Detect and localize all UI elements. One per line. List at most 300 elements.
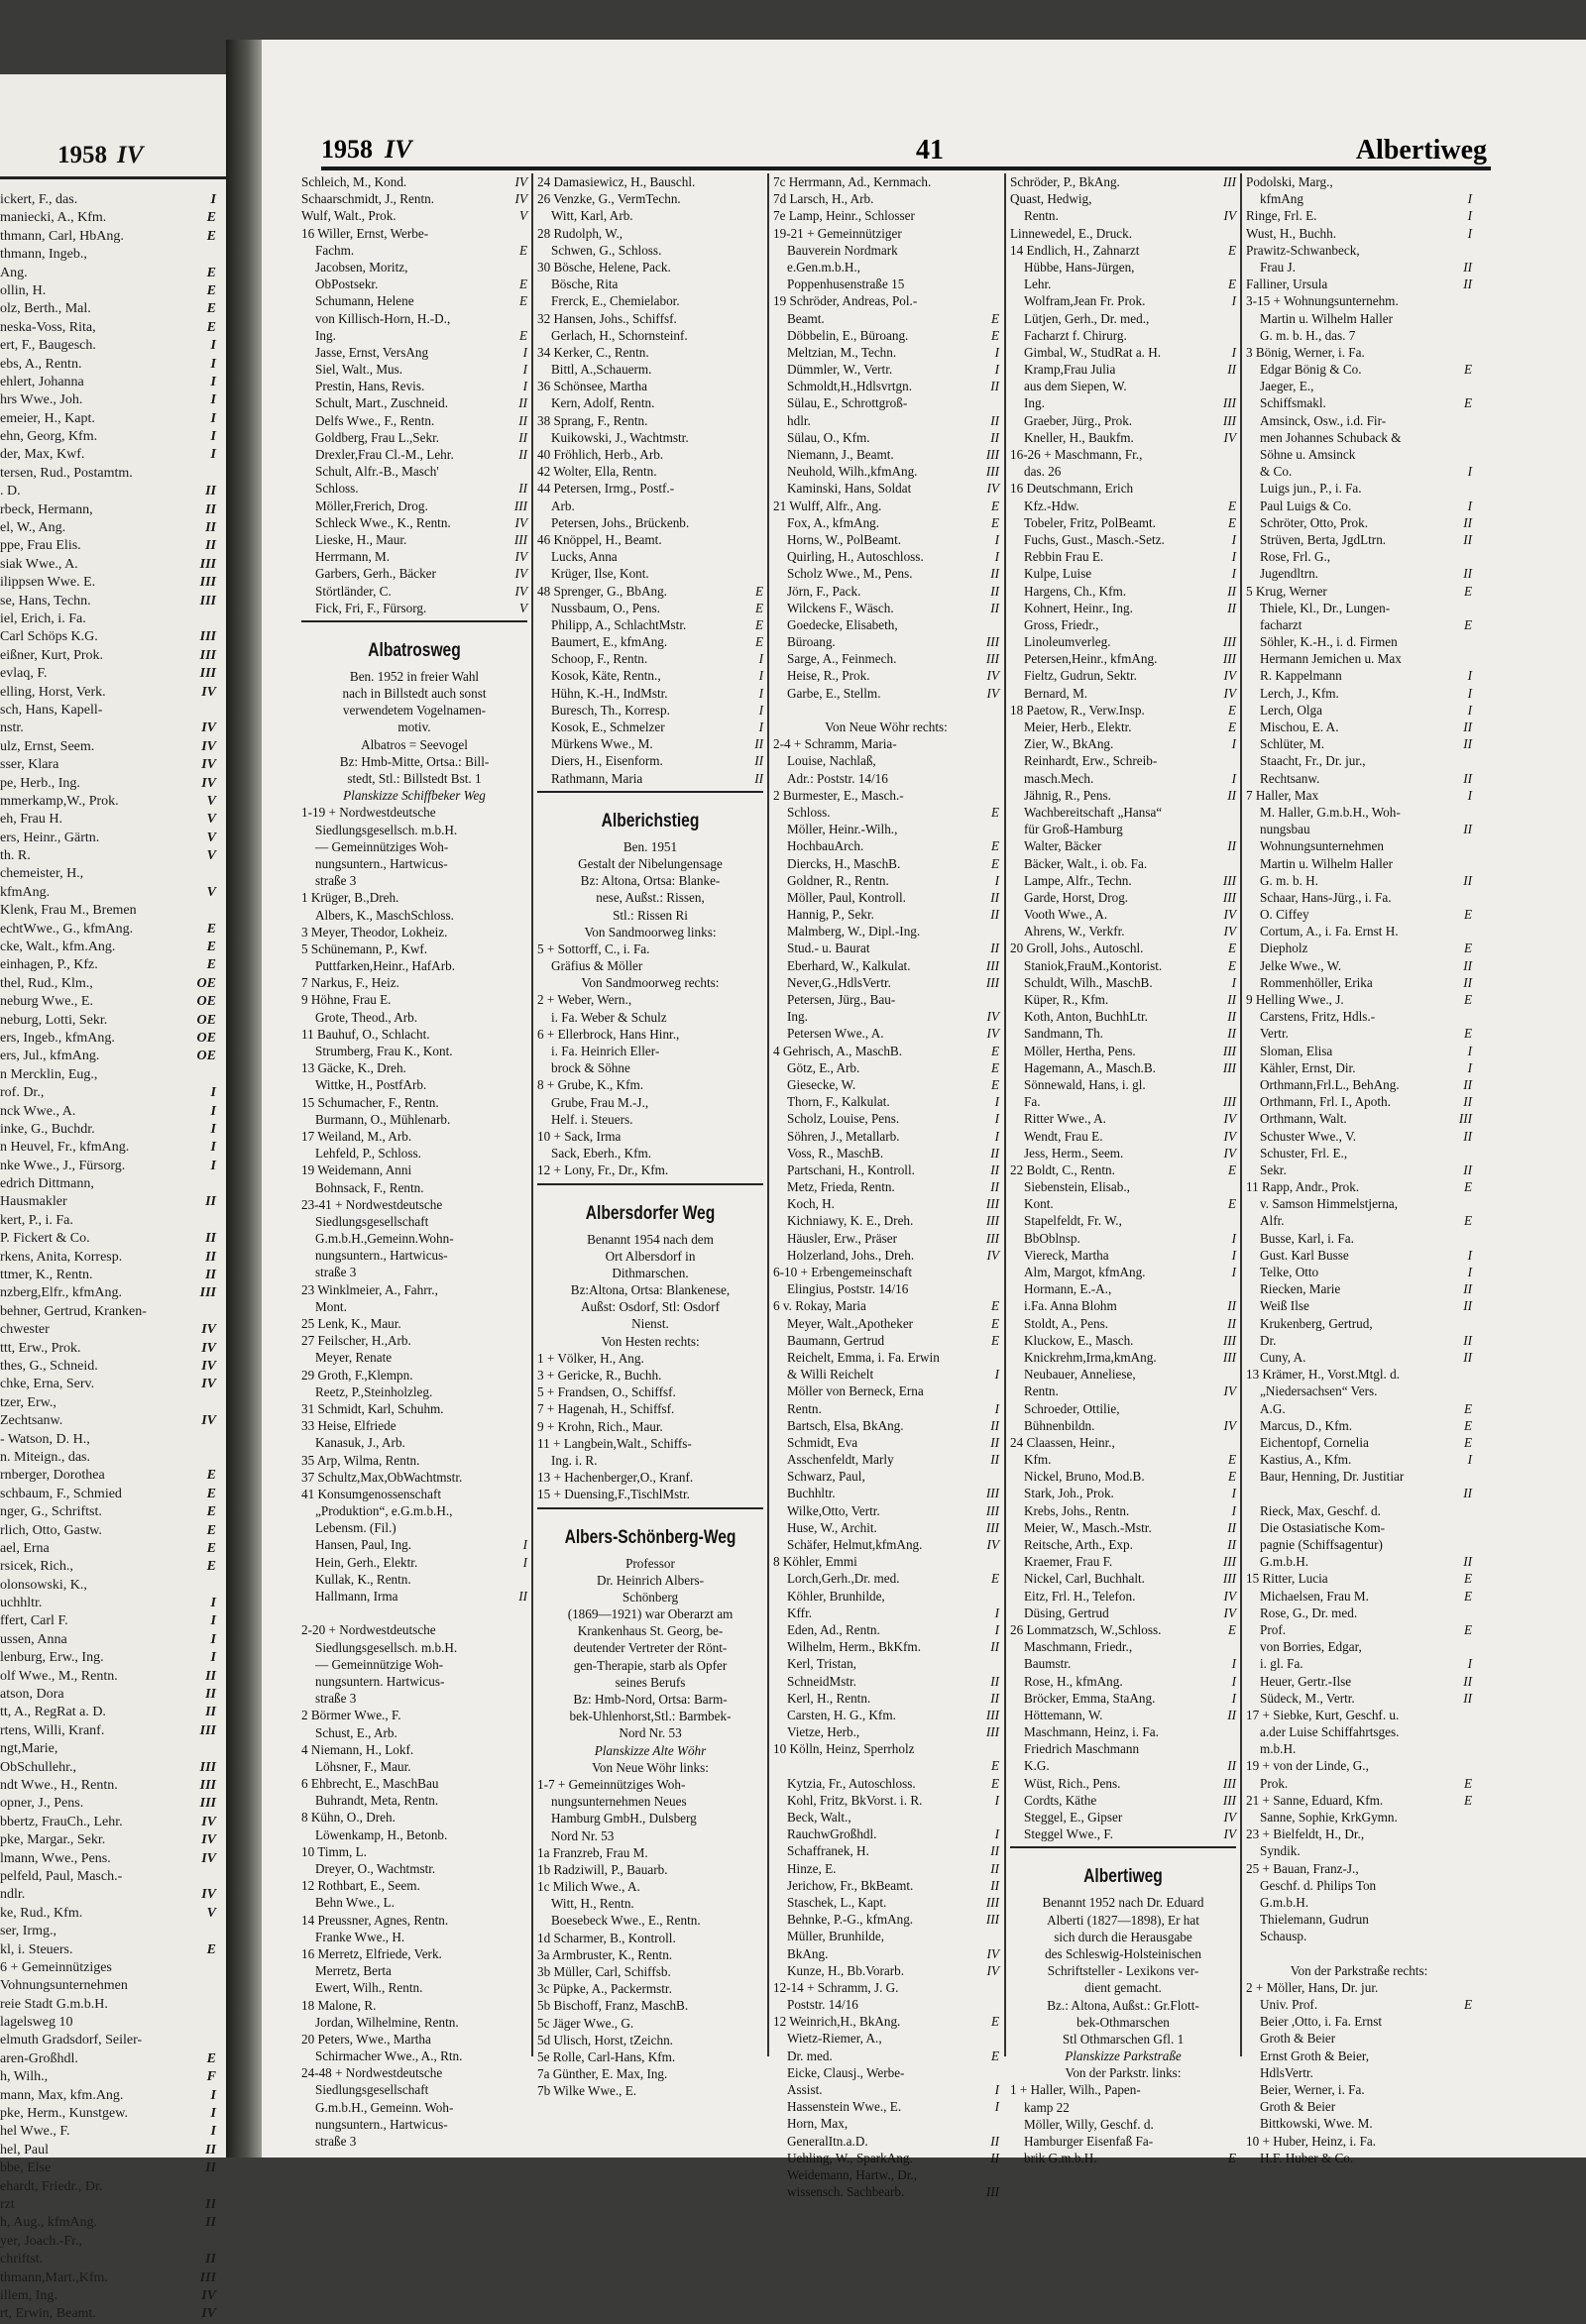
resident-entry: [1010, 1008, 1236, 1025]
left-entry-floor: V: [206, 884, 216, 900]
resident-entry: [1010, 855, 1236, 872]
resident-entry: [1010, 1145, 1236, 1162]
resident-entry: [1010, 429, 1236, 446]
resident-entry: [773, 1775, 999, 1792]
entry-text: Sülau, O., Kfm.: [787, 429, 870, 445]
resident-entry: [1010, 1349, 1236, 1366]
entry-text: Schuster, Frl. E.,: [1260, 1145, 1348, 1161]
resident-entry: [301, 991, 527, 1008]
entry-text: Wachbereitschaft „Hansa“: [1024, 804, 1163, 820]
street-heading: Albatrosweg: [368, 639, 461, 661]
resident-entry: [1246, 1621, 1472, 1638]
entry-text: Jess, Herm., Seem.: [1024, 1145, 1124, 1161]
resident-entry: [301, 1111, 527, 1128]
resident-entry: [1246, 2047, 1472, 2064]
resident-entry: [537, 1930, 763, 1946]
entry-text: R. Kappelmann: [1260, 668, 1342, 684]
left-entry-text: thmann, Carl, HbAng.: [0, 228, 124, 244]
left-entry-text: ngt,Marie,: [0, 1741, 58, 1757]
resident-entry: [1246, 821, 1472, 837]
left-entry-floor: III: [199, 647, 216, 663]
entry-text: „Produktion“, e.G.m.b.H.,: [315, 1503, 453, 1519]
floor-marker: IV: [1223, 208, 1236, 224]
entry-text: Koth, Anton, BuchhLtr.: [1024, 1009, 1148, 1025]
left-entry-text: olonsowski, K.,: [0, 1577, 87, 1593]
floor-marker: II: [990, 1877, 999, 1893]
entry-text: Nussbaum, O., Pens.: [551, 600, 660, 615]
left-entry: [0, 2087, 226, 2105]
entry-text: Möller, Hertha, Pens.: [1024, 1043, 1136, 1058]
entry-text: Grube, Frau M.-J.,: [551, 1094, 649, 1110]
entry-text: Dreyer, O., Wachtmstr.: [315, 1861, 436, 1876]
left-entry: [0, 756, 226, 774]
entry-text: 19 + von der Linde, G.,: [1246, 1758, 1369, 1774]
resident-entry: [537, 735, 763, 752]
resident-entry: [773, 923, 999, 940]
left-entry-text: tzer, Erw.,: [0, 1394, 57, 1410]
floor-marker: [1469, 548, 1472, 565]
resident-entry: [773, 702, 999, 719]
floor-marker: [996, 173, 999, 190]
entry-text: kfmAng: [1260, 191, 1303, 207]
street-heading: Albertiweg: [1083, 1866, 1163, 1888]
left-entry-floor: I: [210, 1121, 216, 1137]
resident-entry: [301, 565, 527, 582]
street-note: gen-Therapie, starb als Opfer: [573, 1657, 728, 1673]
resident-entry: [537, 1383, 763, 1400]
floor-marker: [1469, 1740, 1472, 1757]
left-entry-floor: V: [206, 830, 216, 845]
entry-text: Assist.: [787, 2082, 823, 2097]
entry-text: 3 Bönig, Werner, i. Fa.: [1246, 344, 1365, 360]
floor-marker: III: [985, 1230, 999, 1246]
resident-entry: [773, 1297, 999, 1314]
floor-marker: [1233, 855, 1236, 872]
resident-entry: [301, 1349, 527, 1366]
floor-marker: [1469, 1757, 1472, 1774]
floor-marker: E: [990, 1315, 999, 1331]
entry-text: Rentn.: [787, 1400, 822, 1416]
floor-marker: [524, 1690, 527, 1707]
resident-entry: [1010, 1519, 1236, 1536]
entry-text: 33 Heise, Elfriede: [301, 1418, 396, 1434]
resident-entry: [773, 616, 999, 633]
floor-marker: [760, 1946, 763, 1963]
floor-marker: I: [1467, 1043, 1472, 1058]
resident-entry: [773, 394, 999, 411]
floor-marker: I: [994, 2082, 999, 2097]
resident-entry: [773, 327, 999, 344]
left-entry-text: rof. Dr.,: [0, 1085, 45, 1101]
floor-marker: II: [990, 429, 999, 445]
floor-marker: [760, 1930, 763, 1946]
entry-text: 19 Schröder, Andreas, Pol.-: [773, 293, 918, 309]
resident-entry: [537, 378, 763, 394]
left-entry: [0, 1886, 226, 1904]
resident-entry: [301, 412, 527, 429]
resident-entry: [1010, 787, 1236, 804]
entry-text: 46 Knöppel, H., Beamt.: [537, 531, 662, 547]
left-entry-text: behner, Gertrud, Kranken-: [0, 1303, 147, 1319]
resident-entry: [301, 310, 527, 327]
resident-entry: [301, 1639, 527, 1656]
resident-entry: [301, 190, 527, 207]
resident-entry: [1010, 1809, 1236, 1826]
floor-marker: [760, 394, 763, 411]
floor-marker: E: [1227, 514, 1236, 530]
floor-marker: III: [985, 464, 999, 480]
entry-text: K.G.: [1024, 1758, 1050, 1774]
resident-entry: [301, 1979, 527, 1996]
floor-marker: [1469, 804, 1472, 821]
floor-marker: [524, 1962, 527, 1979]
entry-text: 1a Franzreb, Frau M.: [537, 1844, 648, 1860]
resident-entry: [301, 1536, 527, 1553]
entry-text: Goedecke, Elisabeth,: [787, 616, 898, 632]
floor-marker: [1233, 1178, 1236, 1195]
resident-entry: [1010, 327, 1236, 344]
entry-text: Orthmann,Frl.L., BehAng.: [1260, 1076, 1400, 1092]
floor-marker: III: [1222, 651, 1236, 667]
entry-text: Hannig, P., Sekr.: [787, 907, 874, 923]
floor-marker: II: [754, 736, 763, 752]
entry-text: von Killisch-Horn, H.-D.,: [315, 310, 451, 326]
left-entry: [0, 702, 226, 719]
entry-text: Sülau, E., Schrottgroß-: [787, 395, 908, 411]
floor-marker: E: [990, 855, 999, 871]
left-entry-text: pe, Herb., Ing.: [0, 775, 80, 791]
floor-marker: [524, 1452, 527, 1469]
floor-marker: II: [990, 412, 999, 428]
floor-marker: [1233, 446, 1236, 463]
floor-marker: [524, 1230, 527, 1247]
entry-text: Hermann Jemichen u. Max: [1260, 651, 1402, 667]
floor-marker: [760, 1895, 763, 1912]
left-entry-text: chriftst.: [0, 2252, 44, 2268]
entry-text: 3-15 + Wohnungsunternehm.: [1246, 293, 1399, 309]
resident-entry: [1010, 1690, 1236, 1707]
floor-marker: II: [518, 1589, 527, 1604]
floor-marker: II: [1227, 1026, 1236, 1042]
resident-entry: [1246, 310, 1472, 327]
floor-marker: [760, 378, 763, 394]
left-entry-floor: [212, 865, 216, 883]
entry-text: Heise, R., Prok.: [787, 668, 870, 684]
entry-text: 7d Larsch, H., Arb.: [773, 191, 874, 207]
street-note: Bz:Altona, Ortsa: Blankenese,: [570, 1282, 731, 1298]
left-entry-text: 6 + Gemeinnütziges: [0, 1959, 112, 1975]
floor-marker: II: [1463, 719, 1472, 734]
entry-text: Söhren, J., Metallarb.: [787, 1128, 900, 1144]
resident-entry: [537, 1469, 763, 1486]
floor-marker: [1469, 1894, 1472, 1911]
left-entry: [0, 1321, 226, 1339]
left-entry-floor: III: [199, 593, 216, 609]
entry-text: Malmberg, W., Dipl.-Ing.: [787, 924, 921, 940]
left-entry-floor: I: [210, 1631, 216, 1647]
resident-entry: [301, 1792, 527, 1809]
floor-marker: [524, 1860, 527, 1877]
entry-text: Staniok,FrauM.,Kontorist.: [1024, 957, 1163, 973]
left-entry: [0, 1066, 226, 1084]
floor-marker: IV: [1223, 668, 1236, 684]
resident-entry: [1010, 207, 1236, 224]
resident-entry: [773, 1605, 999, 1621]
entry-text: 40 Fröhlich, Herb., Arb.: [537, 447, 664, 462]
resident-entry: [1010, 378, 1236, 394]
entry-text: men Johannes Schuback &: [1260, 429, 1402, 445]
entry-text: 5 Krug, Werner: [1246, 583, 1327, 599]
entry-text: Martin u. Wilhelm Haller: [1260, 310, 1393, 326]
left-entry-text: bbe, Else: [0, 2160, 52, 2176]
entry-text: Maschmann, Heinz, i. Fa.: [1024, 1724, 1159, 1740]
resident-entry: [1010, 1553, 1236, 1570]
resident-entry: [1246, 685, 1472, 702]
left-entry-text: Zechtsanw.: [0, 1413, 63, 1429]
entry-text: straße 3: [315, 873, 357, 889]
street-note: Stl.: Rissen Ri: [613, 907, 688, 923]
floor-marker: II: [990, 566, 999, 582]
entry-text: Rose, G., Dr. med.: [1260, 1605, 1358, 1620]
floor-marker: I: [1231, 1656, 1236, 1672]
floor-marker: [996, 1553, 999, 1570]
left-entry-text: rbeck, Hermann,: [0, 501, 93, 517]
entry-text: Thorn, F., Kalkulat.: [787, 1094, 890, 1110]
entry-text: O. Ciffey: [1260, 907, 1309, 923]
left-entry-floor: V: [206, 1905, 216, 1921]
entry-text: Kfz.-Hdw.: [1024, 498, 1079, 513]
left-entry-text: ilippsen Wwe. E.: [0, 575, 96, 591]
left-entry: [0, 1303, 226, 1321]
entry-text: das. 26: [1024, 464, 1062, 480]
resident-entry: [1010, 344, 1236, 361]
resident-entry: [537, 719, 763, 735]
floor-marker: [524, 1894, 527, 1911]
entry-text: RauchwGroßhdl.: [787, 1826, 877, 1842]
left-entry-floor: E: [206, 957, 216, 973]
resident-entry: [773, 310, 999, 327]
entry-text: „Niedersachsen“ Vers.: [1260, 1383, 1378, 1399]
entry-text: 2 Burmester, E., Masch.-: [773, 787, 904, 803]
left-entry: [0, 1631, 226, 1649]
entry-text: Sandmann, Th.: [1024, 1026, 1103, 1042]
resident-entry: [1246, 719, 1472, 735]
entry-text: G. m. b. H., das. 7: [1260, 327, 1356, 343]
resident-entry: [301, 889, 527, 906]
street-note: Ort Albersdorf in: [605, 1248, 696, 1264]
resident-entry: [537, 600, 763, 616]
entry-text: Vooth Wwe., A.: [1024, 907, 1108, 923]
section-rule: [537, 791, 763, 803]
resident-entry: [1010, 1178, 1236, 1195]
left-entry-floor: E: [206, 1486, 216, 1501]
entry-text: 17 Weiland, M., Arb.: [301, 1128, 412, 1144]
entry-text: Carsten, H. G., Kfm.: [787, 1707, 896, 1722]
floor-marker: E: [1463, 1775, 1472, 1791]
floor-marker: [1469, 752, 1472, 769]
left-entry-text: rkens, Anita, Korresp.: [0, 1249, 123, 1265]
entry-text: M. Haller, G.m.b.H., Woh-: [1260, 804, 1401, 820]
entry-text: Schaarschmidt, J., Rentn.: [301, 191, 435, 207]
floor-marker: [1469, 2013, 1472, 2030]
resident-entry: [1010, 1247, 1236, 1264]
resident-entry: [301, 1588, 527, 1605]
floor-marker: III: [985, 974, 999, 990]
entry-text: G. m. b. H.: [1260, 872, 1318, 888]
floor-marker: [1469, 1842, 1472, 1859]
left-entry-floor: II: [205, 520, 216, 536]
floor-marker: [760, 1878, 763, 1895]
entry-text: Philipp, A., SchlachtMstr.: [551, 616, 687, 632]
resident-entry: [537, 565, 763, 582]
street-note: Benannt 1952 nach Dr. Eduard: [1042, 1895, 1204, 1911]
entry-text: Fuchs, Gust., Masch.-Setz.: [1024, 531, 1165, 547]
entry-text: Krukenberg, Gertrud,: [1260, 1315, 1373, 1331]
left-entry-floor: OE: [196, 1012, 216, 1028]
entry-text: 3a Armbruster, K., Rentn.: [537, 1946, 673, 1962]
left-entry-floor: IV: [201, 684, 216, 700]
resident-entry: [1246, 207, 1472, 224]
resident-entry: [1010, 1826, 1236, 1842]
floor-marker: II: [518, 447, 527, 462]
floor-marker: [1233, 616, 1236, 633]
left-entry: [0, 939, 226, 956]
resident-entry: [537, 1162, 763, 1178]
resident-entry: [1246, 344, 1472, 361]
entry-text: nungsuntern., Hartwicus-: [315, 855, 448, 871]
entry-text: 26 Lommatzsch, W.,Schloss.: [1010, 1621, 1162, 1637]
floor-marker: [760, 1912, 763, 1929]
entry-text: Wilckens F., Wäsch.: [787, 600, 894, 615]
entry-text: Arb.: [551, 498, 575, 513]
left-entry: [0, 830, 226, 847]
floor-marker: E: [1463, 1621, 1472, 1637]
entry-text: Kerl, H., Rentn.: [787, 1690, 871, 1706]
left-entry-floor: E: [206, 1468, 216, 1484]
resident-entry: [301, 463, 527, 480]
left-entry-floor: IV: [201, 1887, 216, 1903]
entry-text: Rose, Frl. G.,: [1260, 549, 1331, 565]
left-entry: [0, 1048, 226, 1065]
resident-entry: [537, 429, 763, 446]
floor-marker: [524, 1400, 527, 1417]
resident-entry: [301, 1929, 527, 1945]
entry-text: Hallmann, Irma: [315, 1589, 398, 1604]
resident-entry: [537, 702, 763, 719]
floor-marker: II: [990, 907, 999, 923]
floor-marker: III: [1458, 1111, 1472, 1127]
left-entry: [0, 1740, 226, 1758]
resident-entry: [1246, 633, 1472, 650]
resident-entry: [301, 872, 527, 889]
entry-text: a.der Luise Schiffahrtsges.: [1260, 1724, 1400, 1740]
floor-marker: II: [990, 1434, 999, 1450]
resident-entry: [1246, 361, 1472, 378]
left-entry: [0, 1212, 226, 1230]
left-entry-text: rnberger, Dorothea: [0, 1468, 105, 1484]
resident-entry: [773, 1842, 999, 1859]
floor-marker: [1233, 259, 1236, 276]
entry-text: Goldberg, Frau L.,Sekr.: [315, 429, 440, 445]
entry-text: Heuer, Gertr.-Ilse: [1260, 1673, 1352, 1689]
entry-text: Ing. i. R.: [551, 1452, 598, 1468]
floor-marker: I: [1231, 1502, 1236, 1518]
entry-text: Wittke, H., PostfArb.: [315, 1077, 427, 1093]
floor-marker: I: [994, 1621, 999, 1637]
left-entry-text: ers, Jul., kfmAng.: [0, 1049, 100, 1064]
floor-marker: [1469, 1911, 1472, 1928]
resident-entry: [537, 633, 763, 650]
entry-text: 3 + Gericke, R., Buchh.: [537, 1368, 662, 1383]
entry-text: Baumstr.: [1024, 1656, 1072, 1672]
floor-marker: [524, 1417, 527, 1434]
floor-marker: E: [1227, 941, 1236, 956]
floor-marker: [760, 1367, 763, 1383]
floor-marker: E: [1227, 1162, 1236, 1177]
floor-marker: III: [1222, 412, 1236, 428]
floor-marker: I: [758, 719, 763, 734]
floor-marker: [1469, 1536, 1472, 1553]
floor-marker: I: [1467, 787, 1472, 803]
floor-marker: I: [522, 1537, 527, 1553]
floor-marker: I: [1231, 974, 1236, 990]
floor-marker: IV: [986, 1962, 999, 1978]
left-entry-floor: I: [210, 1085, 216, 1101]
entry-text: Boesebeck Wwe., E., Rentn.: [551, 1913, 701, 1929]
resident-entry: [301, 2047, 527, 2064]
resident-entry: [301, 804, 527, 821]
floor-marker: [1469, 923, 1472, 940]
entry-text: Kramp,Frau Julia: [1024, 362, 1116, 378]
resident-entry: [773, 378, 999, 394]
entry-text: 23 + Bielfeldt, H., Dr.,: [1246, 1826, 1365, 1842]
left-entry: [0, 1103, 226, 1121]
floor-marker: [996, 1996, 999, 2013]
resident-entry: [1246, 1025, 1472, 1042]
floor-marker: [996, 2115, 999, 2132]
resident-entry: [773, 650, 999, 667]
left-entry-floor: I: [210, 1103, 216, 1119]
resident-entry: [301, 1775, 527, 1792]
left-entry: [0, 1394, 226, 1412]
floor-marker: [760, 292, 763, 309]
floor-marker: E: [990, 1059, 999, 1075]
resident-entry: [1010, 412, 1236, 429]
floor-marker: [996, 787, 999, 804]
floor-marker: [760, 1980, 763, 1997]
resident-entry: [773, 190, 999, 207]
floor-marker: [1469, 1826, 1472, 1842]
floor-marker: III: [985, 2184, 999, 2200]
left-entry: [0, 1923, 226, 1940]
left-entry-floor: I: [210, 1650, 216, 1666]
left-entry: [0, 337, 226, 355]
floor-marker: II: [1227, 1758, 1236, 1774]
resident-entry: [1246, 1008, 1472, 1025]
resident-entry: [1010, 1128, 1236, 1145]
entry-text: straße 3: [315, 1691, 357, 1707]
floor-marker: [1469, 327, 1472, 344]
resident-entry: [537, 583, 763, 600]
entry-text: Hormann, E.-A.,: [1024, 1281, 1112, 1297]
floor-marker: [760, 446, 763, 463]
floor-marker: II: [990, 1145, 999, 1161]
resident-entry: [301, 855, 527, 872]
resident-entry: [301, 1367, 527, 1383]
left-entry-text: evlaq, F.: [0, 666, 48, 682]
left-entry-floor: I: [210, 1140, 216, 1156]
resident-entry: [1010, 991, 1236, 1008]
